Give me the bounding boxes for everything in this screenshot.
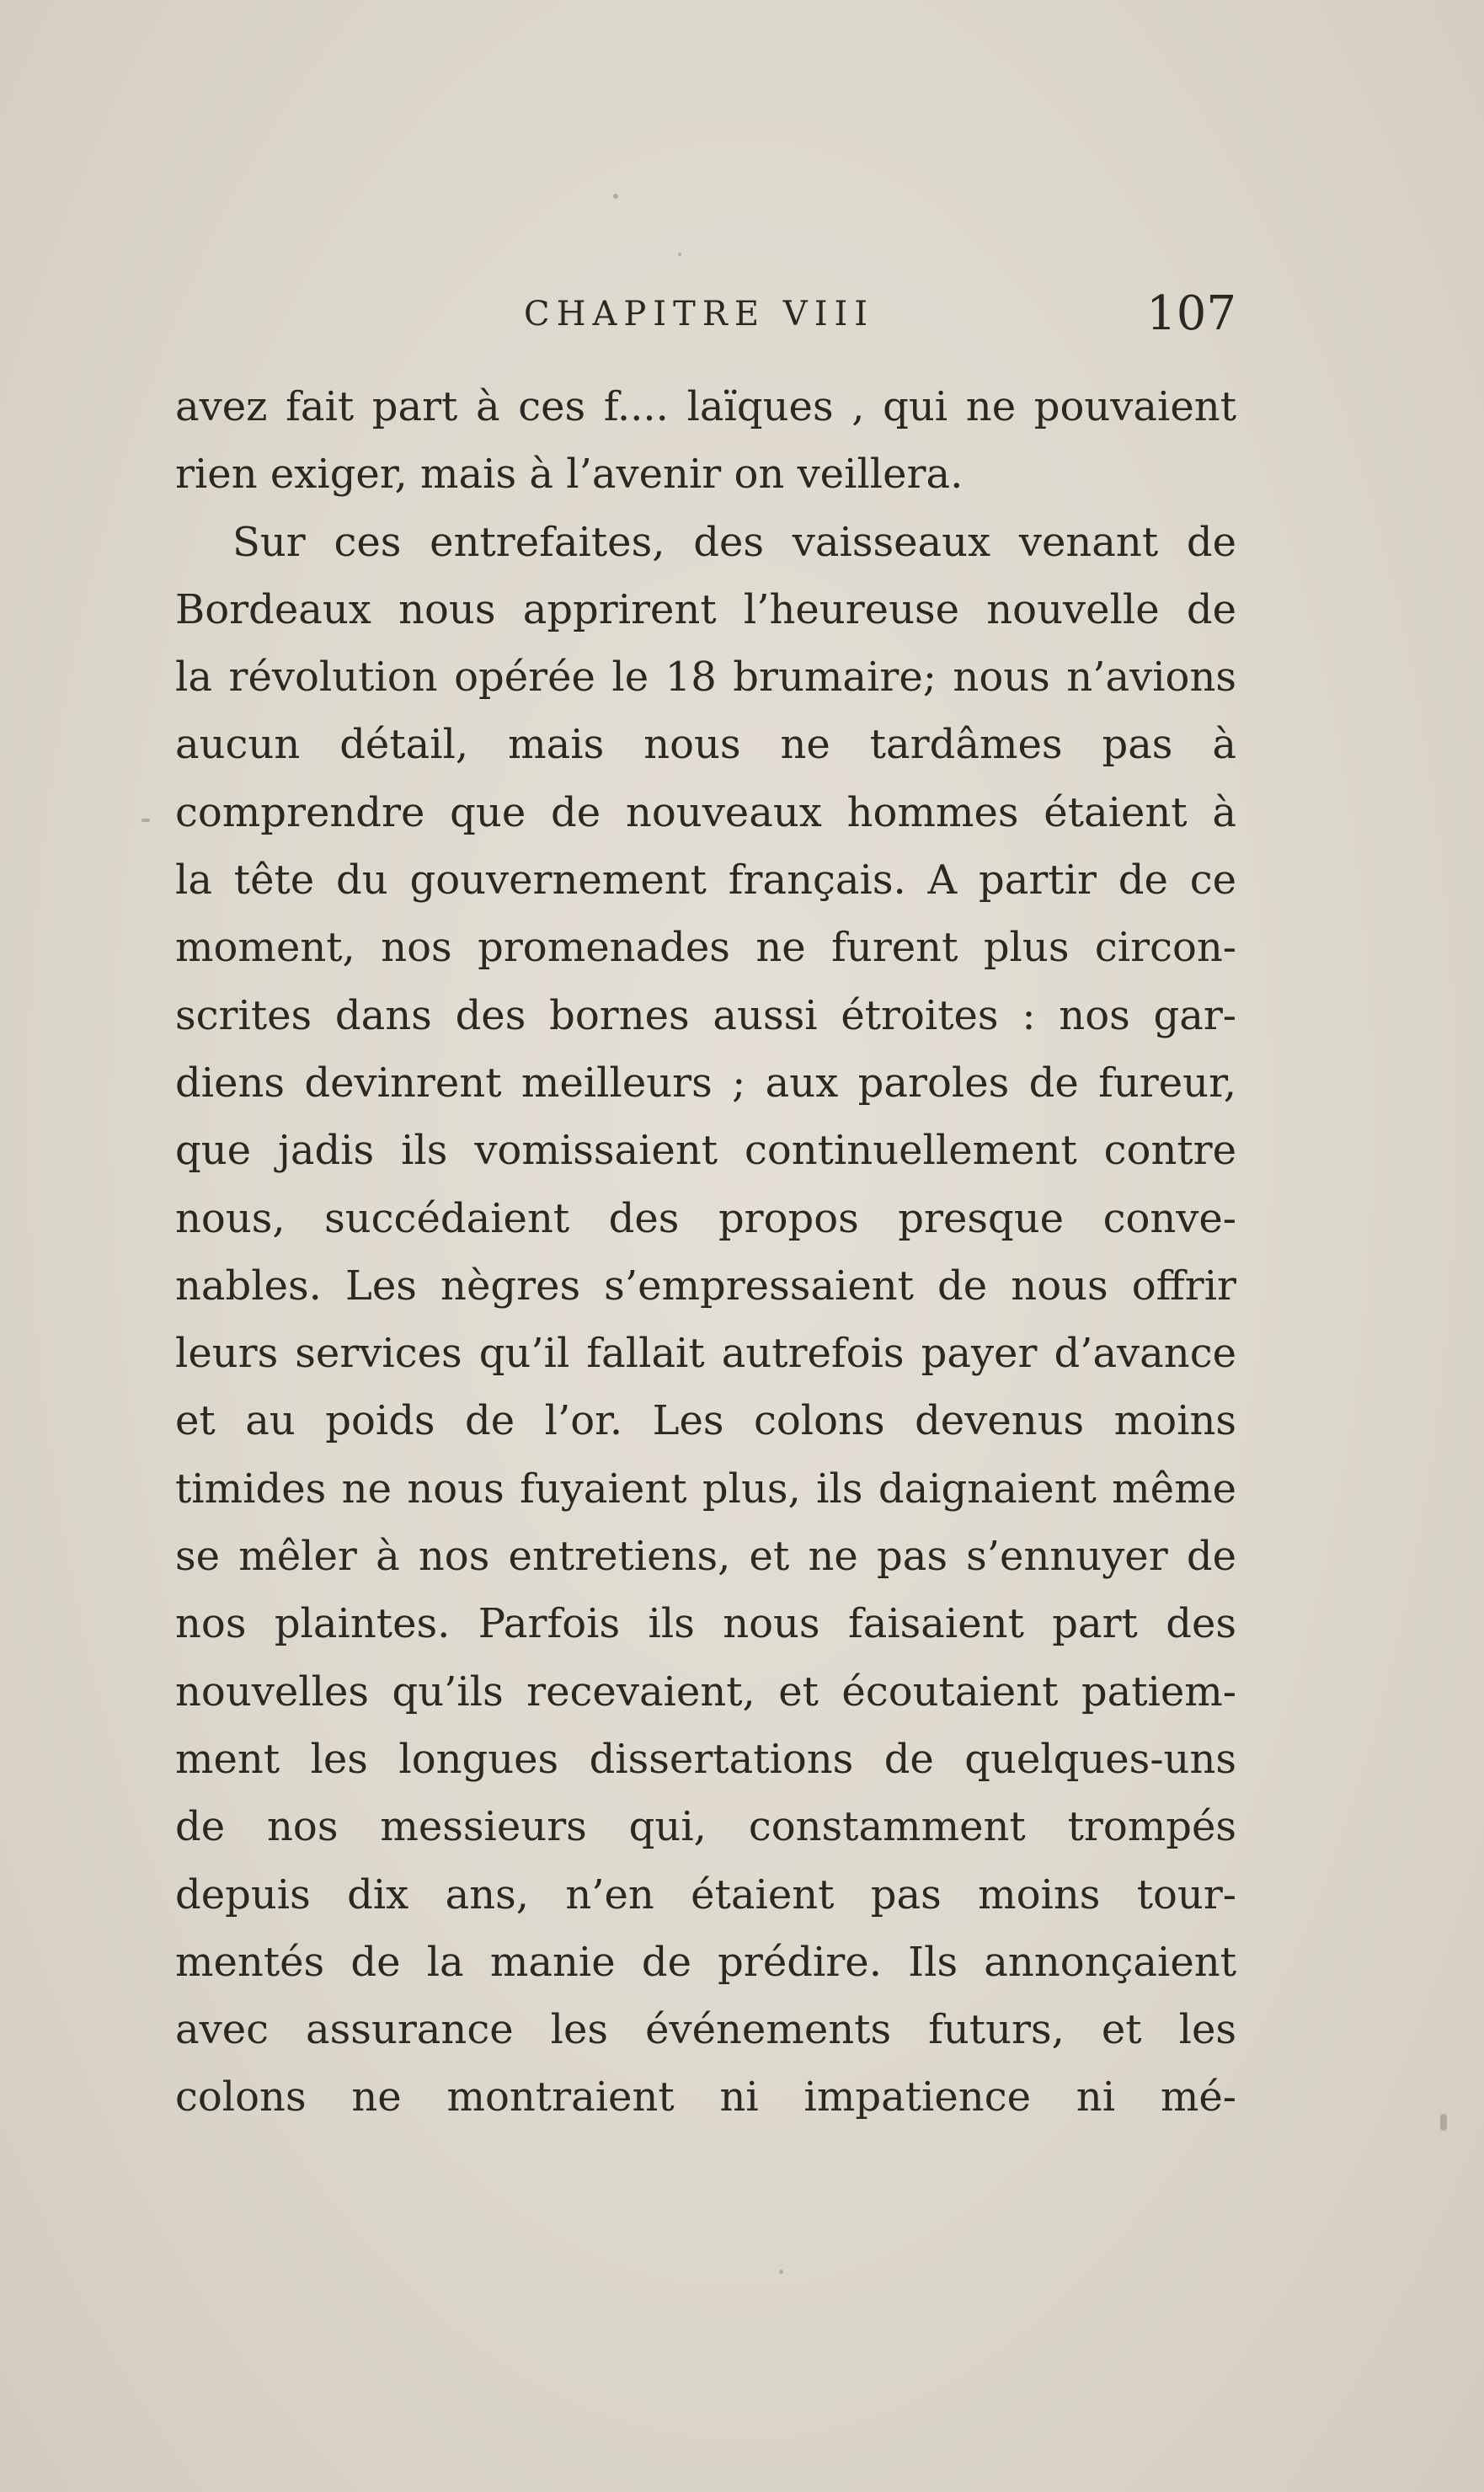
text-line: la tête du gouvernement français. A partir de ce (175, 856, 1236, 904)
text-line: nables. Les nègres s’empressaient de nous offrir (175, 1262, 1236, 1310)
text-line: nouvelles qu’ils recevaient, et écoutaient patiem- (175, 1668, 1236, 1716)
body-text (175, 373, 1236, 2132)
paper-speck (779, 2270, 783, 2274)
text-line: comprendre que de nouveaux hommes étaient à (175, 788, 1236, 836)
paper-speck (1440, 2114, 1447, 2131)
text-line: nous, succédaient des propos presque conve- (175, 1194, 1236, 1242)
text-line: que jadis ils vomissaient continuellement contre (175, 1127, 1236, 1175)
text-line: rien exiger, mais à l’avenir on veillera. (175, 451, 964, 499)
text-line: moment, nos promenades ne furent plus circon- (175, 924, 1236, 972)
text-line: leurs services qu’il fallait autrefois payer d’avance (175, 1330, 1236, 1378)
text-line: timides ne nous fuyaient plus, ils daignaient même (175, 1465, 1236, 1513)
text-line: avec assurance les événements futurs, et les (175, 2006, 1236, 2054)
text-line: de nos messieurs qui, constamment trompés (175, 1803, 1236, 1851)
text-line: nos plaintes. Parfois ils nous faisaient part des (175, 1600, 1236, 1648)
text-line: colons ne montraient ni impatience ni mé- (175, 2073, 1236, 2121)
paragraph-start-line: Sur ces entrefaites, des vaisseaux venant de (232, 518, 1236, 566)
page-number: 107 (1146, 286, 1236, 341)
text-line: ment les longues dissertations de quelques-uns (175, 1735, 1236, 1783)
paper-speck (141, 819, 150, 822)
text-line: aucun détail, mais nous ne tardâmes pas à (175, 721, 1236, 769)
text-line: scrites dans des bornes aussi étroites : nos gar- (175, 991, 1236, 1039)
text-line: avez fait part à ces f.... laïques , qui ne pouvaient (175, 383, 1236, 430)
text-line: se mêler à nos entretiens, et ne pas s’ennuyer de (175, 1533, 1236, 1581)
text-line: depuis dix ans, n’en étaient pas moins tour- (175, 1870, 1236, 1918)
paper-speck (613, 194, 618, 199)
text-line: et au poids de l’or. Les colons devenus moins (175, 1397, 1236, 1445)
text-line: la révolution opérée le 18 brumaire; nous n’avions (175, 654, 1236, 702)
text-line: Bordeaux nous apprirent l’heureuse nouvelle de (175, 585, 1236, 633)
paper-speck (678, 253, 681, 256)
text-line: mentés de la manie de prédire. Ils annonçaient (175, 1938, 1236, 1986)
chapter-title: CHAPITRE VIII (524, 295, 875, 334)
running-head (175, 286, 1236, 345)
text-line: diens devinrent meilleurs ; aux paroles de fureur, (175, 1059, 1236, 1107)
